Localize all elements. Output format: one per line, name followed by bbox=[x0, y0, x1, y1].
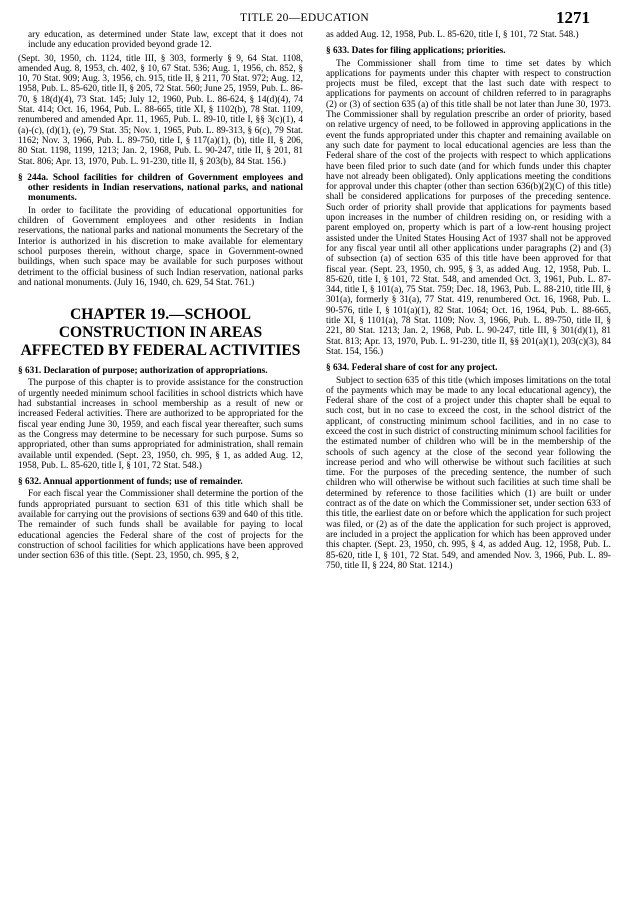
section-631-body: The purpose of this chapter is to provide assistance for the construction of urgently needed minimum school facilities in school districts which have had substantial increases in school membership as a result of new or increased Federal activities. There are authorized to be appropriated for the fiscal year ending June 30, 1959, and each fiscal year thereafter, such sums as the Congress may determine to be necessary for such purpose. Sums so appropriated, other than sums appropriated for administration, shall remain available until expended. (Sept. 23, 1950, ch. 995, § 1, as added Aug. 12, 1958, Pub. L. 85-620, title I, § 101, 72 Stat. 548.) bbox=[18, 378, 303, 471]
left-column bbox=[18, 30, 303, 910]
section-634-body: Subject to section 635 of this title (which imposes limitations on the total of the payments which may be made to any local educational agency), the Federal share of the cost of a project under this chapter shall be equal to such cost, but in no case to exceed the cost, in the school district of the applicant, of constructing minimum school facilities, and in no case to exceed the cost in such district of constructing minimum school facilities for the estimated number of children who will be in the membership of the schools of such agency at the close of the second year following the increase period and who will otherwise be without such facilities at such time. For the purposes of the preceding sentence, the number of such children who will otherwise be without such facilities at such time shall be determined by reference to those facilities which (1) are built or under contract as of the date on which the Commissioner set, under section 633 of this title, the earliest date on or before which the application for such project was filed, or (2) as of the date the application for such project is approved, are included in a project the application for which has been approved under this chapter. (Sept. 23, 1950, ch. 995, § 4, as added Aug. 12, 1958, Pub. L. 85-620, title I, § 101, 72 Stat. 549, and amended Nov. 3, 1966, Pub. L. 89-750, title II, § 224, 80 Stat. 1214.) bbox=[326, 375, 611, 571]
section-631-heading: § 631. Declaration of purpose; authorization of appropriations. bbox=[18, 366, 268, 377]
section-632-body: For each fiscal year the Commissioner shall determine the portion of the funds appropriated pursuant to section 631 of this title which shall be available for carrying out the provisions of sections 639 and 640 of this title. The remainder of such funds shall be available for paying to local educational agencies the Federal share of the cost of projects for the construction of school facilities for which applications have been approved under section 636 of this title. (Sept. 23, 1950, ch. 995, § 2, bbox=[18, 489, 303, 562]
running-title: TITLE 20—EDUCATION bbox=[240, 12, 370, 24]
section-633-body: The Commissioner shall from time to time set dates by which applications for payments under this chapter with respect to construction projects must be filed, except that the last such date with respect to applications for payments on account of children referred to in paragraphs (2) or (3) of section 635 (a) of this title shall be not later than June 30, 1973. The Commissioner shall by regulation prescribe an order of priority, based on relative urgency of need, to be followed in approving applications in the event the funds appropriated under this chapter and remaining available on any such date for payment to local educational agencies are less than the Federal share of the cost of the projects with respect to which applications have been filed prior to such date (and for which funds under this chapter have not already been obligated). Only applications meeting the conditions for approval under this chapter (other than section 636(b)(2)(C) of this title) shall be considered applications for purposes of the preceding sentence. Such order of priority shall provide that applications for payments based upon increases in the number of children residing on, or residing with a parent employed on, property which is part of a low-rent housing project assisted under the United States Housing Act of 1937 shall not be approved for any fiscal year until all other applications under paragraphs (2) and (3) of subsection (a) of section 635 of this title have been approved for that fiscal year. (Sept. 23, 1950, ch. 995, § 3, as added Aug. 12, 1958, Pub. L. 85-620, title I, § 101, 72 Stat. 548, and amended Oct. 3, 1961, Pub. L. 87-344, title I, § 101(a), 75 Stat. 759; Dec. 18, 1963, Pub. L. 88-210, title III, § 301(a), formerly § 31(a), 77 Stat. 419, renumbered Oct. 16, 1968, Pub. L. 90-576, title I, § 101(a)(1), 82 Stat. 1064; Oct. 16, 1964, Pub. L. 88-665, title XI, § 1101(a), 78 Stat. 1109; Nov. 3, 1966, Pub. L. 89-750, title II, § 221, 80 Stat. 1213; Jan. 2, 1968, Pub. L. 90-247, title III, § 301(d)(1), 81 Stat. 813; Apr. 13, 1970, Pub. L. 91-230, title II, §§ 201(a)(1), 203(c)(3), 84 Stat. 154, 156.) bbox=[326, 58, 611, 357]
continuation-text: as added Aug. 12, 1958, Pub. L. 85-620, title I, § 101, 72 Stat. 548.) bbox=[326, 30, 579, 40]
right-column bbox=[326, 30, 611, 910]
section-632-heading: § 632. Annual apportionment of funds; use of remainder. bbox=[18, 477, 243, 488]
section-633-heading: § 633. Dates for filing applications; priorities. bbox=[326, 46, 506, 57]
section-634-heading: § 634. Federal share of cost for any project. bbox=[326, 363, 498, 374]
chapter-title: CHAPTER 19.—SCHOOL CONSTRUCTION IN AREAS AFFECTED BY FEDERAL ACTIVITIES bbox=[20, 306, 301, 360]
citation-block: (Sept. 30, 1950, ch. 1124, title III, § 303, formerly § 9, 64 Stat. 1108, amended Aug. 8, 1953, ch. 402, § 10, 67 Stat. 536; Aug. 1, 1956, ch. 852, § 10, 70 Stat. 909; Aug. 3, 1956, ch. 915, title II, § 211, 70 Stat. 972; Aug. 12, 1958, Pub. L. 85-620, title II, § 205, 72 Stat. 560; June 25, 1959, Pub. L. 86-70, § 18(d)(4), 73 Stat. 145; July 12, 1960, Pub. L. 86-624, § 14(d)(4), 74 Stat. 414; Oct. 16, 1964, Pub. L. 88-665, title XI, § 1102(b), 78 Stat. 1109, renumbered and amended Apr. 11, 1965, Pub. L. 89-10, title I, §§ 3(c)(1), 4 (a)-(c), (d)(1), (e), 79 Stat. 35; Nov. 1, 1965, Pub. L. 89-313, § 6(c), 79 Stat. 1162; Nov. 3, 1966, Pub. L. 89-750, title I, § 117(a)(1), (b), title II, § 206, 80 Stat. 1198, 1199, 1213; Jan. 2, 1968, Pub. L. 90-247, title II, § 201, 81 Stat. 806; Apr. 13, 1970, Pub. L. 91-230, title II, § 203(b), 84 Stat. 156.) bbox=[18, 53, 303, 167]
page-number: 1271 bbox=[556, 8, 590, 27]
continuation-text: ary education, as determined under State law, except that it does not include any education provided beyond grade 12. bbox=[28, 30, 303, 51]
section-244a-heading: § 244a. School facilities for children of Government employees and other residents in Indian reservations, national parks, and national monuments. bbox=[18, 172, 303, 204]
section-244a-body: In order to facilitate the providing of educational opportunities for children of Government employees and other residents in Indian reservations, the national parks and national monuments the Secretary of the Interior is authorized in his discretion to make available for elementary school purposes therein, without charge, space in Government-owned buildings, when such space may be available for such purposes without detriment to the official business of such Indian reservation, national parks and national monuments. (July 16, 1940, ch. 629, 54 Stat. 761.) bbox=[18, 205, 303, 288]
